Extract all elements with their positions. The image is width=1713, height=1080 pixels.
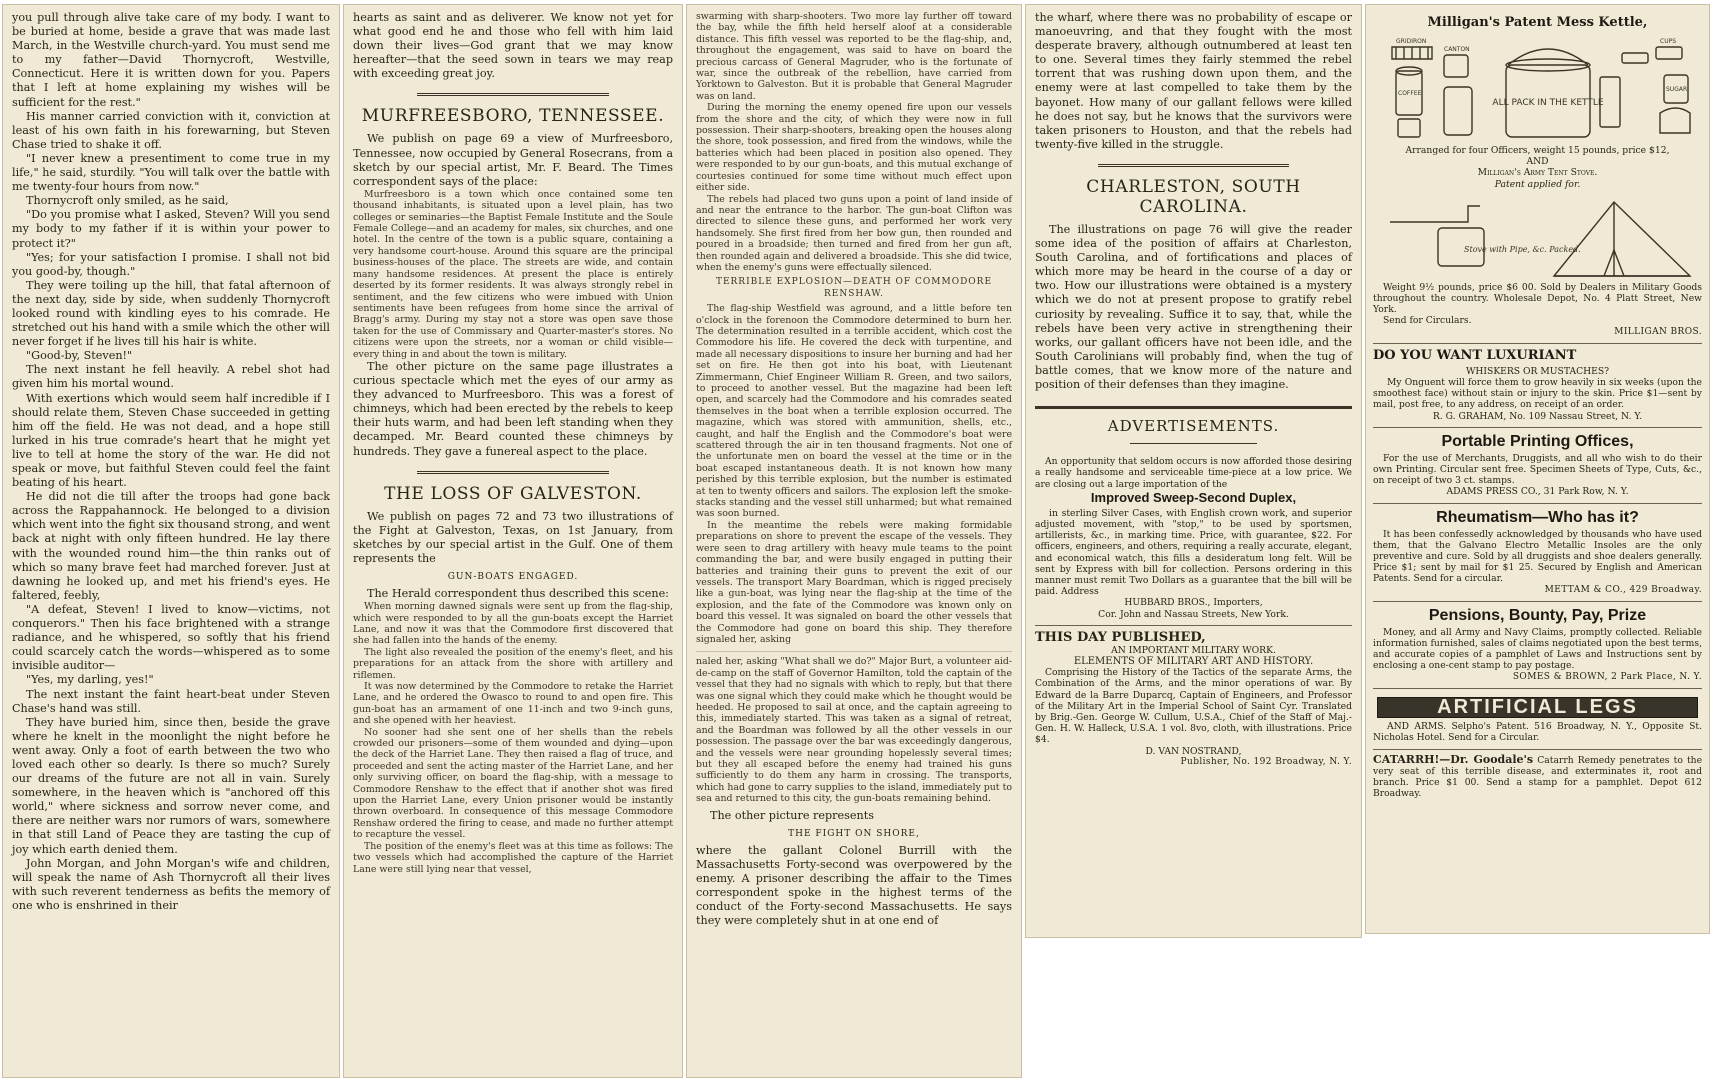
divider bbox=[417, 471, 609, 474]
story-paragraph: "Yes; for your satisfaction I promise. I shall not bid you good-by, though." bbox=[12, 250, 330, 278]
fight-paragraph: where the gallant Colonel Burrill with the Massachusetts Forty-second was overpowered by the enemy. A prisoner describing the affair to the Times correspondent spoke in the highest terms of the conduct of the Forty-second Massachusetts. He says they were completely shut in at one end of bbox=[696, 843, 1012, 928]
subheading-gunboats: GUN-BOATS ENGAGED. bbox=[447, 571, 579, 582]
printing-title: Portable Printing Offices, bbox=[1441, 432, 1634, 450]
stove-body: Weight 9½ pounds, price $6 00. Sold by Dealers in Military Goods throughout the country. Wholesale Depot, No. 4 Platt Street, New York. bbox=[1373, 281, 1702, 316]
rheumatism-sign: METTAM & CO., 429 Broadway. bbox=[1544, 584, 1702, 595]
galveston-correspondent: The Herald correspondent thus described this scene: bbox=[367, 587, 669, 601]
ad-duplex-watch bbox=[1035, 452, 1352, 626]
ad-whiskers bbox=[1373, 344, 1702, 428]
book-body: Comprising the History of the Tactics of the separate Arms, the Combination of the Arms, and the minor operations of war. By Edward de la Barre Duparcq, Captain of Engineers, and Professor of the Military Art in the Imperial School of Saint Cyr. Translated by Brig.-Gen. George W. Cullum, U.S.A., Chief of the Staff of Maj.-Gen. H. W. Halleck, U.S.A. 1 vol. 8vo, cloth, with illustrations. Price $4. bbox=[1035, 667, 1352, 746]
story-paragraph: He did not die till after the troops had gone back across the Rappahannock. He belonged to a division which went into the fight six thousand strong, and went back at night with only fifteen hundred. He lay there with the wounded round him—the thin ranks out of which so many brave feet had marched forever. Just at dawning he looked up, and met his friend's eyes. He faltered, feebly, bbox=[12, 490, 330, 602]
pensions-sign: SOMES & BROWN, 2 Park Place, N. Y. bbox=[1512, 671, 1702, 682]
stove-label: Stove with Pipe, &c. Packed. bbox=[1463, 244, 1581, 254]
divider bbox=[1130, 443, 1257, 444]
gridiron-icon bbox=[1392, 47, 1432, 59]
column-charleston-ads bbox=[1025, 4, 1362, 938]
kettle-label-coffee: COFFEE bbox=[1397, 90, 1421, 97]
subheading-fight-on-shore: THE FIGHT ON SHORE, bbox=[788, 828, 920, 839]
murfreesboro-quote: Murfreesboro is a town which once contained some ten thousand inhabitants, is situated upon a level plain, has two colleges or seminaries—the Baptist Female Institute and the Soule Female College—and an academy for males, six churches, and one hotel. In the centre of the town is a public square, containing a very handsome court-house. Around this square are the principal business-houses of the place. The streets are wide, and contain many handsome residences. At present the place is entirely deserted by its former residents. It was always strongly rebel in sentiment, and the few citizens who were imbued with Union sentiments have been refugees from home since the arrival of Bragg's army. During my stay not a store was open save those taken for the use of Commissary and Quarter-master's stores. No citizens were upon the streets, nor a woman or child visible—every thing in and about the town is military. bbox=[353, 188, 673, 360]
kettle-handle-icon bbox=[1508, 49, 1588, 65]
murfreesboro-closing: The other picture on the same page illustrates a curious spectacle which met the eyes of our army as they advanced to Murfreesboro. This was a forest of chimneys, which had been erected by the rebels to keep their huts warm, and had been left standing when they decamped. Mr. Beard counted these chimneys by hundreds. They gave a funereal aspect to the place. bbox=[353, 359, 674, 458]
mess-kettle-illustration bbox=[1378, 33, 1698, 143]
galveston-retreat-block bbox=[696, 651, 1012, 804]
rheumatism-title: Rheumatism—Who has it? bbox=[1436, 508, 1639, 526]
kettle-label-canton: CANTON bbox=[1443, 46, 1470, 53]
watch-sign: HUBBARD BROS., Importers, bbox=[1124, 597, 1263, 609]
heading-advertisements: ADVERTISEMENTS. bbox=[1107, 417, 1280, 436]
story-paragraph: They have buried him, since then, beside the grave where he knelt in the moonlight the night before he went away. Only a foot of earth between the two who loved each other so dearly. Is there so much? Surely our dreams of the future are not all in vain. Surely somewhere, in the heaven which is "anchored off this world," where sickness and sorrow never come, and there are neither wars nor rumors of wars, somewhere in that still Land of Peace they are tasting the cup of joy which earth denied them. bbox=[12, 715, 330, 856]
divider bbox=[417, 93, 609, 96]
catarrh-body: Catarrh Remedy penetrates to the very seat of this terrible disease, and exterminates it, root and branch. Price $1 00. Send a stamp for a pamphlet. Depot 612 Broadway. bbox=[1373, 754, 1703, 800]
artificial-legs-banner: ARTIFICIAL LEGS bbox=[1377, 697, 1698, 718]
column-advertisements bbox=[1365, 4, 1710, 934]
heading-galveston: THE LOSS OF GALVESTON. bbox=[384, 483, 642, 504]
subheading-explosion: TERRIBLE EXPLOSION—DEATH OF COMMODORE RENSHAW. bbox=[715, 277, 993, 299]
canteen-icon bbox=[1444, 55, 1468, 77]
story-paragraph: John Morgan, and John Morgan's wife and children, will speak the name of Ash Thornycroft all their lives with such reverent tenderness as befits the memory of one who is enshrined in their bbox=[12, 856, 330, 912]
book-announcement: THIS DAY PUBLISHED, bbox=[1035, 629, 1206, 645]
column-galveston-continued bbox=[686, 4, 1022, 1078]
story-paragraph: "Good-by, Steven!" bbox=[26, 349, 133, 363]
whiskers-body: My Onguent will force them to grow heavily in six weeks (upon the smoothest face) without stain or injury to the skin. Price $1—sent by mail, post free, to any address, on receipt of an order. bbox=[1373, 377, 1702, 411]
story-paragraph: "Do you promise what I asked, Steven? Will you send my body to my father if it is within your power to protect it?" bbox=[12, 208, 330, 250]
murfreesboro-lead: We publish on page 69 a view of Murfreesboro, Tennessee, now occupied by General Rosecrans, from a sketch by our special artist, Mr. F. Beard. The Times correspondent says of the place: bbox=[353, 132, 673, 188]
galveston-paragraph: swarming with sharp-shooters. Two more lay further off toward the bay, while the fifth held herself aloof at a considerable distance. This fifth vessel was reported to be the flag-ship, and, throughout the engagement, was said to have on board the precious carcass of General Magruder, who is the fortunate of war, since the outbreak of the rebellion, have carried from Yorktown to Galveston. But it is probable that General Magruder was on land. bbox=[696, 11, 1012, 102]
canister-icon bbox=[1444, 87, 1472, 135]
cups-icon bbox=[1656, 47, 1682, 59]
galveston-continued-block bbox=[696, 11, 1012, 645]
story-paragraph: you pull through alive take care of my body. I want to be buried at home, beside a grave that was made last March, in the Westville church-yard. You must send me to my father—David Thornycroft, Westville, Connecticut. Here it is written down for you. Papers that I left at home explaining my wishes will be sufficient for the rest." bbox=[12, 11, 330, 109]
ad-artificial-legs bbox=[1373, 689, 1702, 750]
explosion-paragraph: The flag-ship Westfield was aground, and a little before ten o'clock in the forenoon the Commodore determined to burn her. The determination resulted in a terrible accident, which cost the Commodore his life. He covered the deck with turpentine, and made all necessary dispositions to insure her burning and had her set on fire. He then got into his boat, with Lieutenant Zimmermann, Chief Engineer William R. Green, and two sailors, to proceed to another vessel. But the magazine had been left open, and scarcely had the Commodore and his comrades seated themselves in the boat when a terrible explosion occurred. The magazine, which was stored with ammunition, shells, etc., caught, and half the English and the Commodore's boat were scattered through the air in ten thousand fragments. Not one of the unfortunate men on board the vessel at the time or in the boat escaped instantaneous death. It is not known how many perished by this terrible explosion, but the number is estimated at ten to twenty officers and sailors. The explosion left the smoke-stacks standing and the vessel still unharmed; but what remained was soon burned. bbox=[696, 303, 1012, 520]
kettle-and: AND bbox=[1526, 156, 1549, 168]
kettle-caption: Arranged for four Officers, weight 15 pounds, price $12, bbox=[1405, 145, 1670, 156]
book-publisher-address: Publisher, No. 192 Broadway, N. Y. bbox=[1180, 756, 1352, 767]
galveston-quote: No sooner had she sent one of her shells than the rebels crowded our prisoners—some of them wounded and dying—upon the deck of the Harriet Lane. They then raised a flag of truce, and proceeded and sent the acting master of the Harriet Lane, and her only surviving officer, on board the flag-ship, with a message to Commodore Renshaw to the effect that if another shot was fired upon the Harriet Lane, every Union prisoner would be instantly thrown overboard. In consequence of this message Commodore Renshaw ordered the firing to cease, and made no further attempt to recapture the vessel. bbox=[353, 726, 673, 841]
cup-icon bbox=[1398, 119, 1420, 137]
story-paragraph: "Yes, my darling, yes!" bbox=[26, 673, 154, 687]
kettle-label-cups: CUPS bbox=[1659, 38, 1676, 45]
story-paragraph: "I never knew a presentiment to come true in my life," he said, sturdily. "You will talk over the battle with me twenty-four hours from now." bbox=[12, 151, 330, 194]
ad-military-book bbox=[1035, 626, 1352, 773]
story-paragraph: The next instant the faint heart-beat under Steven Chase's hand was still. bbox=[12, 687, 330, 715]
tent-icon bbox=[1554, 202, 1690, 276]
ad-pensions bbox=[1373, 602, 1702, 689]
kettle-label-allpack: ALL PACK IN THE KETTLE bbox=[1491, 98, 1604, 108]
catarrh-title: CATARRH!—Dr. Goodale's bbox=[1373, 752, 1534, 766]
book-publisher: D. VAN NOSTRAND, bbox=[1145, 745, 1242, 757]
book-name: ELEMENTS OF MILITARY ART AND HISTORY. bbox=[1073, 656, 1314, 667]
watch-intro: An opportunity that seldom occurs is now afforded those desiring a really handsome and serviceable time-piece at a low price. We are closing out a large importation of the bbox=[1035, 456, 1352, 490]
divider-heavy bbox=[1035, 406, 1352, 409]
watch-body: in sterling Silver Cases, with English crown work, and superior adjusted movement, with "stop," to be used by sportsmen, artillerists, &c., in marking time. Price, with guarantee, $22. For officers, engineers, and others, requiring a really accurate, elegant, and economical watch, this fills a desideratum long felt. Will be sent by Express with bill for collection. Persons ordering in this manner must remit Two Dollars as a guarantee that the bill will be paid. Address bbox=[1035, 507, 1352, 598]
galveston-paragraph: During the morning the enemy opened fire upon our vessels from the shore and the city, of which they were now in full possession. Their sharp-shooters, breaking open the houses along the shore, took possession, and fired from the windows, while the batteries which had been placed in position also opened. They were responded to by our gun-boats, and this mutual exchange of courtesies continued for some time without much effect upon either side. bbox=[696, 102, 1012, 194]
galveston-quote: It was now determined by the Commodore to retake the Harriet Lane, and he ordered the Owasco to round to and open fire. This gun-boat has an armament of one 11-inch and two 9-inch guns, and she opened with her heaviest. bbox=[353, 681, 673, 727]
story-paragraph: With exertions which would seem half incredible if I should relate them, Steven Chase succeeded in getting him off the field. He was not dead, and a hope still lurked in his true comrade's heart that he might yet live to tell at home the story of the war. He did not speak or move, but faithful Steven could feel the faint beating of his heart. bbox=[12, 391, 330, 490]
explosion-paragraph: In the meantime the rebels were making formidable preparations on shore to prevent the escape of the vessels. They were seen to drag artillery with heavy mule teams to the point commanding the bar, and were busily engaged in putting their batteries and training their guns to prevent the exit of our vessels. The transport Mary Boardman, which is rigged precisely like a gun-boat, was lying near the flag-ship at the time of the explosion, and the fate of the Commodore was known only on board this vessel. It was signaled on board the other vessels that the Commodore had gone on board this ship. They therefore signaled her, asking bbox=[696, 519, 1012, 645]
kettle-label-gridiron: GRIDIRON bbox=[1395, 38, 1426, 45]
retreat-paragraph: naled her, asking "What shall we do?" Major Burt, a volunteer aid-de-camp on the staff of Governor Hamilton, told the captain of the vessel that they had no signals with which to reply, but that there was one signal which they could make which he thought would be heeded. He proposed to sail at once, and the captain agreeing to this, immediately started. This was taken as a signal of retreat, and the Boardman was followed by all the other vessels in our possession. The passage over the bar was exceedingly dangerous, and the vessels were near grounding hopelessly several times; but they all escaped before the enemy had trained his guns sufficiently to do them any harm in crossing. The transports, which had gone to carry supplies to the island, immediately put to sea and returned to this city, the gun-boats remaining behind. bbox=[696, 656, 1012, 805]
tent-stove-illustration bbox=[1378, 192, 1698, 280]
story-paragraph: His manner carried conviction with it, conviction at least of his own faith in his forewarning, but Steven Chase tried to shake it off. bbox=[12, 109, 330, 151]
galveston-quote-block bbox=[353, 601, 673, 875]
story-paragraph: "A defeat, Steven! I lived to know—victims, not conquerors." Then his face brightened with a strange radiance, and he whispered, so softly that his friend could scarcely catch the words—whispered as to some invisible auditor— bbox=[12, 602, 330, 673]
galveston-lead: We publish on pages 72 and 73 two illustrations of the Fight at Galveston, Texas, on 1st January, from sketches by our special artist in the Gulf. One of them represents the bbox=[353, 509, 673, 565]
galveston-quote: The light also revealed the position of the enemy's fleet, and his preparations for an attack from the shore with artillery and riflemen. bbox=[353, 646, 673, 681]
whiskers-sign: R. G. GRAHAM, No. 109 Nassau Street, N. Y. bbox=[1432, 410, 1643, 422]
book-subtitle: AN IMPORTANT MILITARY WORK. bbox=[1111, 644, 1276, 656]
watch-title: Improved Sweep-Second Duplex, bbox=[1090, 489, 1297, 505]
stove-sign: MILLIGAN BROS. bbox=[1614, 326, 1702, 337]
printing-body: For the use of Merchants, Druggists, and all who wish to do their own Printing. Circular sent free. Specimen Sheets of Type, Cuts, &c., on receipt of two 3 ct. stamps. bbox=[1373, 452, 1702, 487]
murfreesboro-quote-block bbox=[353, 189, 673, 360]
story-paragraph: They were toiling up the hill, that fatal afternoon of the next day, side by side, when suddenly Thornycroft looked round with kindling eyes to his comrade. He stretched out his hand with a smile which the other will never forget if he lives till his hair is white. bbox=[12, 278, 330, 349]
story-conclusion: hearts as saint and as deliverer. We know not yet for what good end he and those who fell with him laid down their lives—God grant that we may know hereafter—that the seed sown in tears we may reap with exceeding great joy. bbox=[353, 11, 673, 81]
story-paragraph: Thornycroft only smiled, as he said, bbox=[26, 194, 229, 208]
pensions-body: Money, and all Army and Navy Claims, promptly collected. Reliable information furnished, sales of claims negotiated upon the best terms, and accurate copies of a pamphlet of Laws and Instructions sent by enclosing a one-cent stamp to pay postage. bbox=[1373, 626, 1702, 672]
whiskers-subtitle: WHISKERS OR MUSTACHES? bbox=[1465, 365, 1610, 377]
whiskers-title: DO YOU WANT LUXURIANT bbox=[1373, 347, 1577, 363]
story-paragraphs bbox=[12, 11, 330, 913]
stove-title: Milligan's Army Tent Stove. bbox=[1477, 167, 1598, 179]
stove-subtitle: Patent applied for. bbox=[1494, 178, 1581, 190]
heading-murfreesboro: MURFREESBORO, TENNESSEE. bbox=[361, 106, 665, 127]
galveston-quote: When morning dawned signals were sent up from the flag-ship, which were responded to by all the gun-boats except the Harriet Lane, and now it was that the Commodore first discovered that she had fallen into the hands of the enemy. bbox=[353, 601, 673, 647]
pot-icon bbox=[1660, 108, 1690, 133]
printing-sign: ADAMS PRESS CO., 31 Park Row, N. Y. bbox=[1446, 486, 1629, 498]
ad-mess-kettle bbox=[1373, 11, 1702, 344]
rheumatism-body: It has been confessedly acknowledged by thousands who have used them, that the Galvano Electro Metallic Insoles are the only preventive and cure. Sold by all druggists and shoe dealers generally. Price $1; sent by mail for $1 25. Secured by English and American Patents. Send for a circular. bbox=[1373, 528, 1702, 585]
pensions-title: Pensions, Bounty, Pay, Prize bbox=[1428, 606, 1647, 624]
story-paragraph: The next instant he fell heavily. A rebel shot had given him his mortal wound. bbox=[12, 363, 330, 391]
ad-rheumatism bbox=[1373, 504, 1702, 602]
fight-conclusion: the wharf, where there was no probability of escape or manoeuvring, and that they fought with the most desperate bravery, although outnumbered at least ten to one. Several times they fairly stemmed the rebel torrent that was rushing down upon them, and the enemy were at last compelled to take them by the bayonet. How many of our gallant fellows were killed he does not say, but he knows that the survivors were taken prisoners to Houston, and that the rebels had twenty-five killed in the struggle. bbox=[1035, 11, 1352, 151]
ad-catarrh bbox=[1373, 750, 1702, 805]
kettle-title: Milligan's Patent Mess Kettle, bbox=[1427, 15, 1648, 30]
column-story bbox=[2, 4, 340, 1078]
stove-circulars: Send for Circulars. bbox=[1383, 315, 1472, 327]
watch-address: Cor. John and Nassau Streets, New York. bbox=[1098, 608, 1289, 620]
column-murfreesboro-galveston bbox=[343, 4, 683, 1078]
plate-icon bbox=[1622, 53, 1648, 63]
stove-pipe-icon bbox=[1390, 206, 1480, 222]
artificial-legs-body: AND ARMS. Selpho's Patent. 516 Broadway, N. Y., Opposite St. Nicholas Hotel. Send for a Circular. bbox=[1373, 721, 1702, 744]
galveston-paragraph: The rebels had placed two guns upon a point of land inside of and near the entrance to the harbor. The gun-boat Clifton was directed to silence these guns, and performed her work very handsomely. She first fired from her bow gun, then rounded and poured in a broadside; then turned and fired from her gun aft, then rounded again and delivered a broadside. This she did twice, when the enemy's guns were effectually silenced. bbox=[696, 193, 1012, 273]
charleston-paragraph: The illustrations on page 76 will give the reader some idea of the position of affairs at Charleston, South Carolina, and of fortifications and places of which more may be heard in the course of a day or two. How our illustrations were obtained is a mystery which we do not at present propose to gratify rebel curiosity by revealing. Suffice it to say, that, while the rebels have been very active in strengthening their works, our gallant officers have not been idle, and the South Carolinians will probably find, when the tug of battle comes, that we know more of the nature and position of their defenses than they imagine. bbox=[1035, 222, 1352, 391]
kettle-label-sugar: SUGAR bbox=[1665, 86, 1687, 93]
other-picture-lead: The other picture represents bbox=[710, 808, 874, 822]
galveston-quote: The position of the enemy's fleet was at this time as follows: The two vessels which had accomplished the capture of the Harriet Lane were still lying near that vessel, bbox=[353, 840, 673, 875]
divider bbox=[1098, 164, 1288, 167]
ad-printing-offices bbox=[1373, 428, 1702, 504]
heading-charleston: CHARLESTON, SOUTH CAROLINA. bbox=[1086, 176, 1301, 217]
